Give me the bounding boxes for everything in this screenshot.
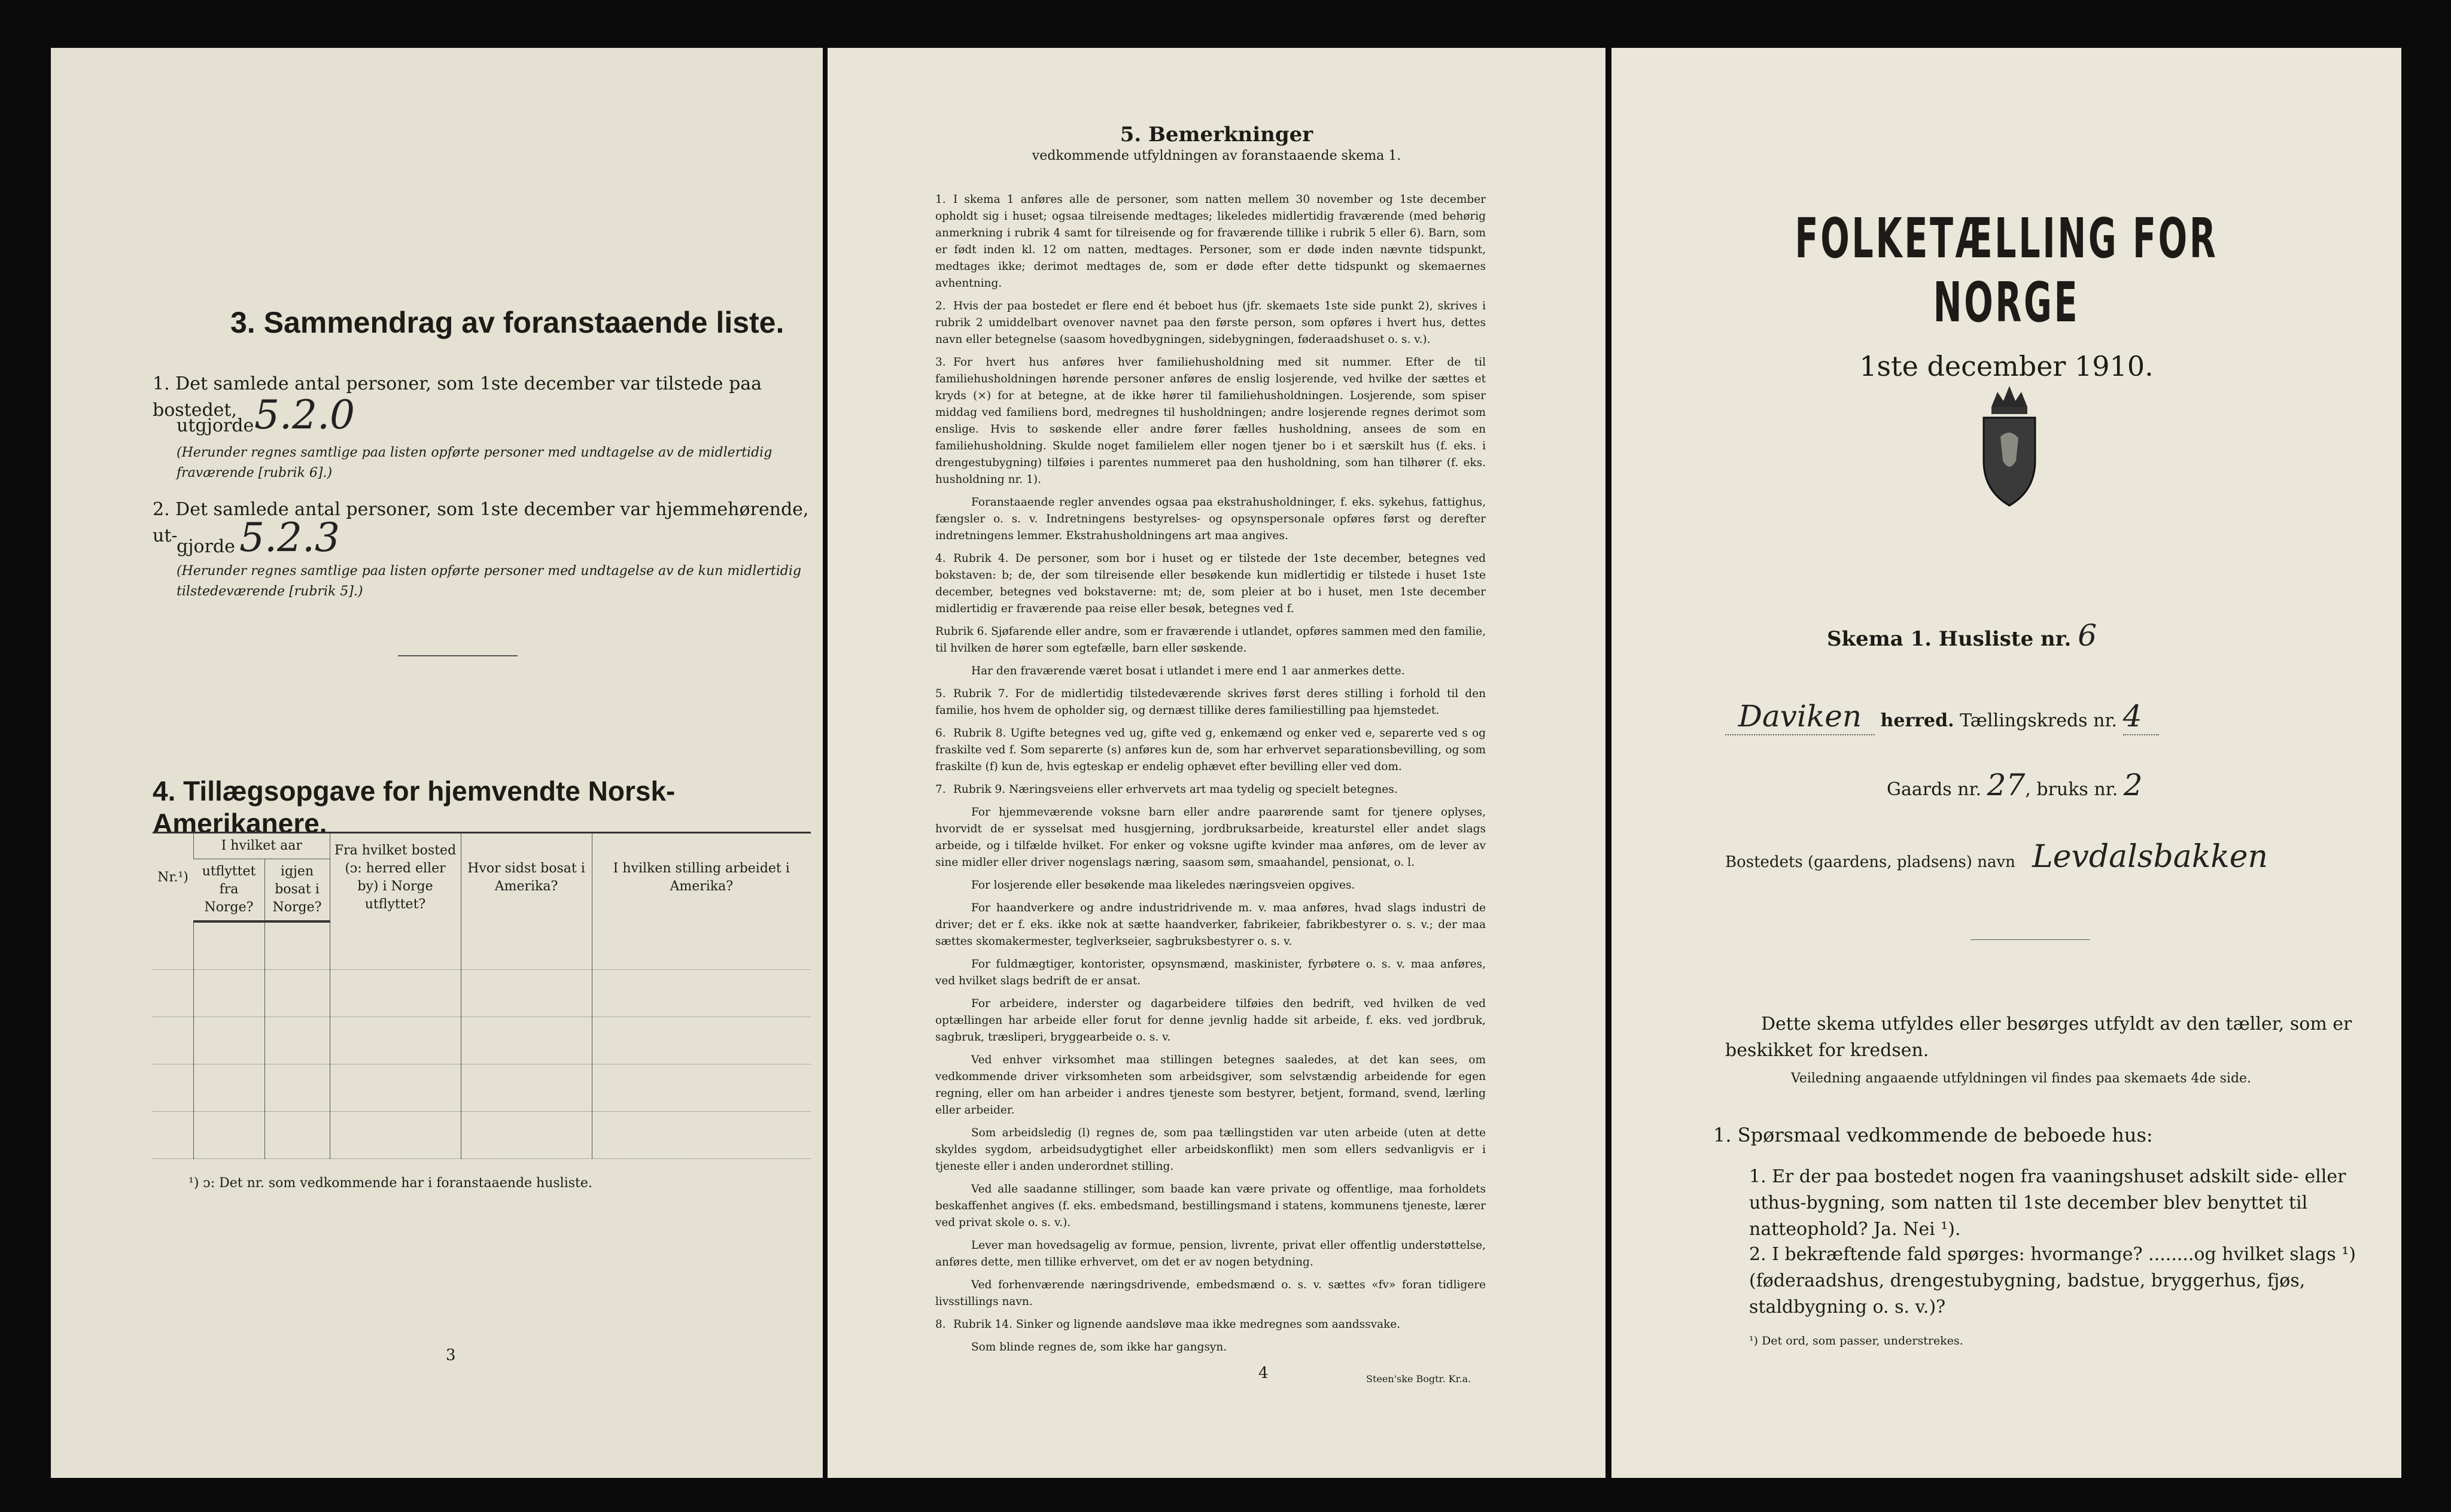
remark-text: Rubrik 4. De personer, som bor i huset og er tilstede der 1ste december, betegnes ved bokstaven: b; de, der som tilreisende eller besøkende kun midlertidig er tilstede i huset 1ste december, betegnes ved bokstaverne: mt; de, som pleier at bo i huset, men 1ste december midlertidig er fraværende paa reise eller besøk, betegnes ved f. [935, 552, 1486, 615]
col-igjen-bosat: igjen bosat i Norge? [264, 859, 330, 922]
remark-text: For losjerende eller besøkende maa likeledes næringsveien opgives. [971, 879, 1355, 892]
date-line: 1ste december 1910. [1859, 350, 2154, 382]
coat-of-arms-icon [1976, 383, 2042, 509]
gaards-value: 27 [1987, 768, 2026, 802]
remark-item [935, 494, 1486, 544]
section4-title: 4. Tillægsopgave for hjemvendte Norsk-Amerikanere. [153, 775, 676, 839]
remarks-subtitle: vedkommende utfyldningen av foranstaaende skema 1. [1032, 148, 1401, 163]
page-number: 3 [446, 1346, 456, 1364]
col-hvor-bosat: Hvor sidst bosat i Amerika? [461, 833, 592, 922]
remark-item [935, 956, 1486, 990]
col-stilling: I hvilken stilling arbeidet i Amerika? [592, 833, 811, 922]
remark-item [935, 354, 1486, 488]
page-middle [828, 48, 1605, 1478]
bruks-label: , bruks nr. [2025, 779, 2118, 800]
remark-item [935, 298, 1486, 348]
remark-text: For fuldmægtiger, kontorister, opsynsmænd, maskinister, fyrbøtere o. s. v. maa anføres, ved hvilket slags bedrift de er ansat. [935, 958, 1486, 987]
item2-prefix: gjorde [177, 536, 235, 557]
table-row [153, 921, 811, 970]
remark-number: 4. [935, 552, 946, 565]
remark-item [935, 1125, 1486, 1175]
question-1: 1. Er der paa bostedet nogen fra vaaningshuset adskilt side- eller uthus-bygning, som natten til 1ste december blev benyttet til natteophold? Ja. Nei ¹). [1749, 1166, 2346, 1240]
remark-text: Ved forhenværende næringsdrivende, embedsmænd o. s. v. sættes «fv» foran tidligere livsstillings navn. [935, 1279, 1486, 1308]
item2-note: (Herunder regnes samtlige paa listen opførte personer med undtagelse av de kun midlertidig tilstedeværende [rubrik 5].) [177, 564, 801, 599]
printer-imprint: Steen'ske Bogtr. Kr.a. [1366, 1373, 1471, 1385]
question-2: 2. I bekræftende fald spørges: hvormange? ........og hvilket slags ¹) (føderaadshus, drengestubygning, badstue, bryggerhus, fjøs, staldbygning o. s. v.)? [1749, 1244, 2356, 1318]
remark-item [935, 1339, 1486, 1356]
intro-guide: Veiledning angaaende utfyldningen vil findes paa skemaets 4de side. [1791, 1071, 2252, 1086]
bruks-value: 2 [2123, 768, 2143, 802]
table-footnote: ¹) ᴐ: Det nr. som vedkommende har i foranstaaende husliste. [188, 1176, 592, 1191]
remark-text: Rubrik 9. Næringsveiens eller erhvervets art maa tydelig og specielt betegnes. [953, 783, 1398, 796]
remark-item [935, 781, 1486, 798]
remark-text: Rubrik 6. Sjøfarende eller andre, som er fraværende i utlandet, opføres sammen med den familie, til hvilken de hører som egtefælle, barn eller søskende. [935, 625, 1486, 655]
remark-item [935, 550, 1486, 617]
remark-item [935, 725, 1486, 775]
bosted-label: Bostedets (gaardens, pladsens) navn [1725, 853, 2015, 871]
remark-item [935, 877, 1486, 894]
remark-text: For arbeidere, inderster og dagarbeidere tilføies den bedrift, ved hvilken de ved optællingen har arbeide eller forut for denne jevnlig hadde sit arbeide, f. eks. ved jordbruk, sagbruk, træsliperi, bryggearbeide o. s. v. [935, 997, 1486, 1044]
right-footnote: ¹) Det ord, som passer, understrekes. [1749, 1334, 1963, 1347]
divider [1970, 939, 2090, 940]
remarks-list [935, 191, 1486, 1362]
table-row [153, 1017, 811, 1064]
remark-number: 5. [935, 687, 946, 700]
herred-label: herred. [1880, 710, 1954, 731]
remark-text: Hvis der paa bostedet er flere end ét beboet hus (jfr. skemaets 1ste side punkt 2), skrives i rubrik 2 umiddelbart ovenover navnet paa den første person, som opføres i hvert hus, dettes navn eller betegnelse (saasom hovedbygningen, sidebygningen, føderaadshuset o. s. v.). [935, 300, 1486, 346]
remark-text: Ved enhver virksomhet maa stillingen betegnes saaledes, at det kan sees, om vedkommende driver virksomheten som arbeidsgiver, som selvstændig arbeidende for egen regning, eller om han arbeider i andres tjeneste som bestyrer, betjent, formand, svend, lærling eller arbeider. [935, 1054, 1486, 1116]
remark-text: I skema 1 anføres alle de personer, som natten mellem 30 november og 1ste december opholdt sig i huset; ogsaa tilreisende medtages; likeledes midlertidig fraværende (med behørig anmerkning i rubrik 4 samt for tilreisende og for fraværende tillike i rubrik 5 eller 6). Barn, som er født inden kl. 12 om natten, medtages. Personer, som er døde inden nævnte tidspunkt, medtages ikke; derimot medtages de, som er døde efter dette tidspunkt og skemaernes avhentning. [935, 193, 1486, 290]
remark-text: Rubrik 8. Ugifte betegnes ved ug, gifte ved g, enkemænd og enker ved e, separerte ved s og fraskilte ved f. Som separerte (s) anføres kun de, som har erhvervet separationsbevilling, og som fraskilte (f) kun de, hvis egteskap er endelig ophævet efter bevilling eller ved dom. [935, 727, 1486, 773]
remark-item [935, 996, 1486, 1046]
kreds-label: Tællingskreds nr. [1960, 710, 2118, 731]
remarks-title: 5. Bemerkninger [1120, 123, 1313, 147]
remark-text: For hjemmeværende voksne barn eller andre paarørende samt for tjenere oplyses, hvorvidt de er sysselsat med husgjerning, jordbruksarbeide, kreaturstel eller andet slags arbeide, og i tilfælde hvilket. For enker og voksne ugifte kvinder maa anføres, om de lever av sine midler eller driver nogenslags næring, saasom søm, smaahandel, pensionat, o. l. [935, 806, 1486, 869]
item1-prefix: utgjorde [177, 415, 254, 436]
herred-value: Daviken [1738, 699, 1862, 734]
remark-text: Foranstaaende regler anvendes ogsaa paa ekstrahusholdninger, f. eks. sykehus, fattighus, fængsler o. s. v. Indretningens bestyrelses- og opsynspersonale opføres først og derefter indretningens lemmer. Ekstrahusholdningens art maa angives. [935, 496, 1486, 542]
page-number: 4 [1258, 1364, 1269, 1382]
table-row [153, 970, 811, 1017]
kreds-value: 4 [2122, 699, 2142, 734]
col-group-year: I hvilket aar [194, 833, 330, 859]
remark-number: 1. [935, 193, 946, 206]
intro-text: Dette skema utfyldes eller besørges utfyldt av den tæller, som er beskikket for kredsen. [1725, 1014, 2352, 1061]
remark-text: For hvert hus anføres hver familiehusholdning med sit nummer. Efter de til familiehusholdningen hørende personer anføres de enslig losjerende, ved hvilke der sættes et kryds (×) for at betegne, at de ikke hører til familiehusholdningen. Losjerende, som spiser middag ved familiens bord, medregnes til husholdningen; andre losjerende regnes derimot som enslige. Hvis to søskende eller andre fører fælles husholdning, ansees de som en familiehusholdning. Skulde noget familielem eller nogen tjener bo i et særskilt hus (f. eks. i drengestubygning) tilføies i parentes nummeret paa den husholdning, som han tilhører (f. eks. husholdning nr. 1). [935, 356, 1486, 486]
remark-number: 7. [935, 783, 946, 796]
remark-text: Som arbeidsledig (l) regnes de, som paa tællingstiden var uten arbeide (uten at dette skyldes sygdom, arbeidsudygtighet eller arbeidskonflikt) men som ellers sedvanligvis er i tjeneste eller i anden underordnet stilling. [935, 1127, 1486, 1173]
remark-text: Rubrik 14. Sinker og lignende aandsløve maa ikke medregnes som aandssvake. [953, 1318, 1401, 1331]
husliste-number: 6 [2078, 618, 2097, 653]
remark-item [935, 1277, 1486, 1310]
page-left [51, 48, 823, 1478]
remark-number: 2. [935, 300, 946, 312]
divider [398, 655, 518, 656]
section3-title: 3. Sammendrag av foranstaaende liste. [230, 306, 784, 339]
table-row [153, 1112, 811, 1159]
remark-item [935, 623, 1486, 657]
page-right [1611, 48, 2401, 1478]
remark-item [935, 1316, 1486, 1333]
remark-item [935, 804, 1486, 871]
item1-line1: 1. Det samlede antal personer, som 1ste december var tilstede paa bostedet, [153, 373, 762, 421]
remark-number: 6. [935, 727, 946, 740]
remark-item [935, 1237, 1486, 1271]
main-title: FOLKETÆLLING FOR NORGE [1795, 206, 2218, 334]
item2-line1: 2. Det samlede antal personer, som 1ste december var hjemmehørende, ut- [153, 499, 809, 546]
col-fra-bosted: Fra hvilket bosted (ᴐ: herred eller by) i Norge utflyttet? [330, 833, 461, 922]
remark-item [935, 663, 1486, 680]
gaards-label: Gaards nr. [1887, 779, 1982, 800]
remark-item [935, 686, 1486, 719]
remark-item [935, 900, 1486, 950]
table-row [153, 1064, 811, 1112]
remark-text: Som blinde regnes de, som ikke har gangsyn. [971, 1341, 1227, 1353]
questions-heading: 1. Spørsmaal vedkommende de beboede hus: [1713, 1124, 2153, 1146]
bosted-value: Levdalsbakken [2032, 839, 2268, 875]
remark-item [935, 1052, 1486, 1119]
col-utflyttet: utflyttet fra Norge? [194, 859, 265, 922]
americans-table [153, 832, 811, 1159]
remark-item [935, 191, 1486, 292]
item1-handwritten-value: 5.2.0 [254, 392, 355, 438]
remark-text: For haandverkere og andre industridrivende m. v. maa anføres, hvad slags industri de driver; det er f. eks. ikke nok at sætte haandverker, fabrikeier, fabrikbestyrer o. s. v.; der maa sættes skomakermester, teglverkseier, sagbruksbestyrer o. s. v. [935, 902, 1486, 948]
remark-text: Rubrik 7. For de midlertidig tilstedeværende skrives først deres stilling i forhold til den familie, hos hvem de opholder sig, og dernæst tillike deres familiestilling paa hjemstedet. [935, 687, 1486, 717]
remark-item [935, 1181, 1486, 1231]
remark-text: Ved alle saadanne stillinger, som baade kan være private og offentlige, maa forholdets beskaffenhet angives (f. eks. embedsmand, bestillingsmand i statens, kommunens tjeneste, lærer ved privat skole o. s. v.). [935, 1183, 1486, 1229]
item1-note: (Herunder regnes samtlige paa listen opførte personer med undtagelse av de midlertidig fraværende [rubrik 6].) [177, 445, 773, 480]
remark-number: 8. [935, 1318, 946, 1331]
item2-handwritten-value: 5.2.3 [239, 515, 340, 561]
schema-label: Skema 1. Husliste nr. [1827, 627, 2072, 651]
remark-text: Har den fraværende været bosat i utlandet i mere end 1 aar anmerkes dette. [971, 665, 1405, 677]
col-nr: Nr.¹) [153, 833, 194, 922]
remark-text: Lever man hovedsagelig av formue, pension, livrente, privat eller offentlig understøttelse, anføres dette, men tillike erhvervet, om det er av nogen betydning. [935, 1239, 1486, 1268]
remark-number: 3. [935, 356, 946, 369]
